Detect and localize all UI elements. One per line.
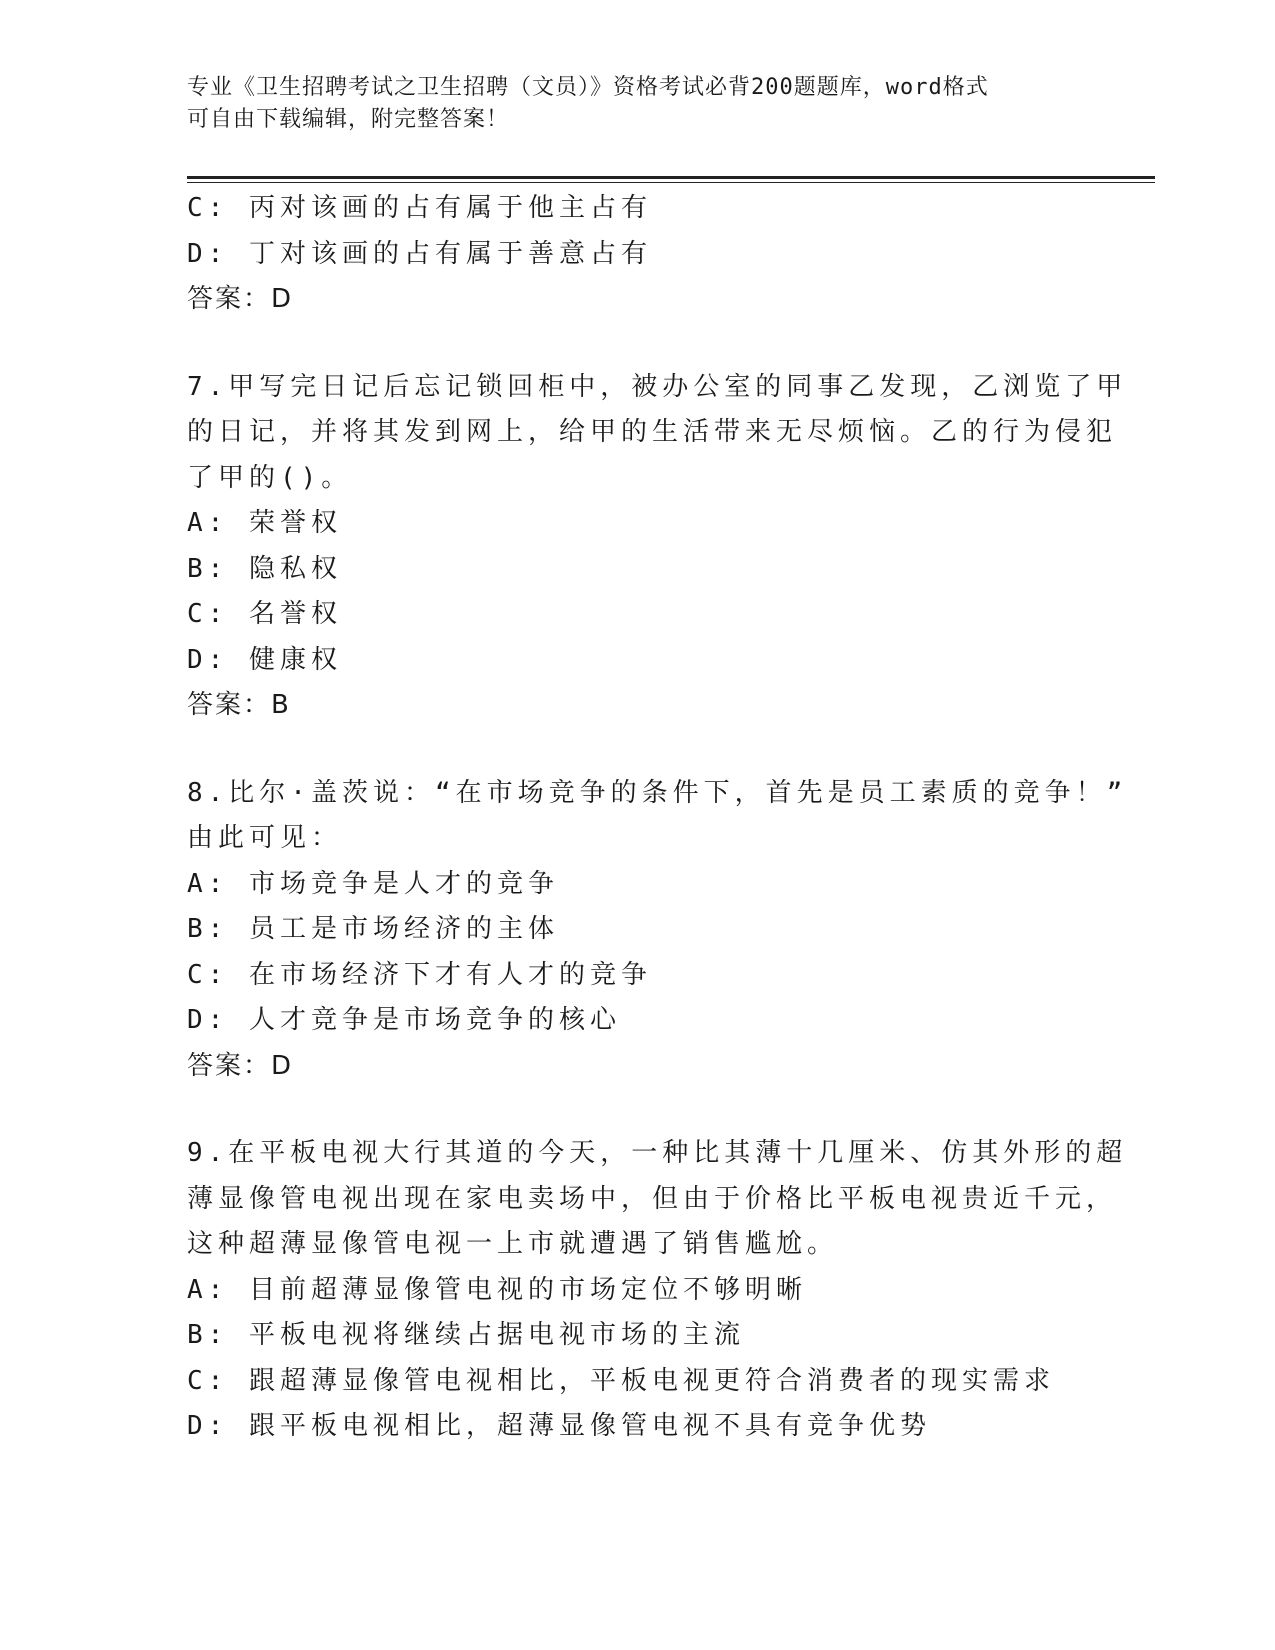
stem-line: 这种超薄显像管电视一上市就遭遇了销售尴尬。: [187, 1229, 839, 1259]
answer-line: 答案：B: [187, 690, 291, 720]
answer-line: 答案：D: [187, 284, 294, 314]
header-title-line-2: 可自由下载编辑，附完整答案！: [187, 107, 510, 132]
question-stem: [187, 365, 1128, 502]
question-9: [187, 1131, 1128, 1450]
question-6-continued: [187, 186, 1067, 323]
stem-line: 的日记，并将其发到网上，给甲的生活带来无尽烦恼。乙的行为侵犯: [187, 417, 1118, 447]
option-a: A: 市场竞争是人才的竞争: [187, 868, 559, 899]
option-c: C: 丙对该画的占有属于他主占有: [187, 193, 652, 223]
stem-line: 薄显像管电视出现在家电卖场中，但由于价格比平板电视贵近千元，: [187, 1183, 1118, 1214]
question-8: [187, 771, 1128, 1090]
option-a: A: 荣誉权: [187, 508, 342, 538]
option-a: A: 目前超薄显像管电视的市场定位不够明晰: [187, 1274, 807, 1305]
option-b: B: 平板电视将继续占据电视市场的主流: [187, 1320, 745, 1350]
stem-line: 8.比尔·盖茨说：“在市场竞争的条件下，首先是员工素质的竞争！”: [187, 777, 1128, 808]
stem-line: 由此可见：: [187, 823, 343, 853]
question-stem: [187, 1131, 1128, 1268]
header-divider-thin: [187, 182, 1155, 183]
answer-line: 答案：D: [187, 1050, 294, 1081]
question-7: [187, 365, 1128, 729]
question-stem: [187, 771, 1128, 862]
stem-line: 7.甲写完日记后忘记锁回柜中，被办公室的同事乙发现，乙浏览了甲: [187, 371, 1128, 402]
header-title-line-1: 专业《卫生招聘考试之卫生招聘（文员）》资格考试必背200题题库，word格式: [187, 75, 989, 100]
option-c: C: 在市场经济下才有人才的竞争: [187, 959, 652, 990]
document-header: [187, 72, 1067, 136]
stem-line: 9.在平板电视大行其道的今天，一种比其薄十几厘米、仿其外形的超: [187, 1138, 1128, 1168]
option-d: D: 跟平板电视相比，超薄显像管电视不具有竞争优势: [187, 1411, 931, 1441]
header-divider-thick: [187, 176, 1155, 179]
option-d: D: 丁对该画的占有属于善意占有: [187, 238, 652, 269]
option-d: D: 健康权: [187, 644, 342, 675]
option-c: C: 跟超薄显像管电视相比，平板电视更符合消费者的现实需求: [187, 1365, 1055, 1396]
option-b: B: 员工是市场经济的主体: [187, 914, 559, 944]
stem-line: 了甲的()。: [187, 462, 353, 493]
option-c: C: 名誉权: [187, 599, 342, 629]
option-d: D: 人才竞争是市场竞争的核心: [187, 1005, 621, 1035]
question-list: [187, 186, 1128, 1450]
option-b: B: 隐私权: [187, 553, 342, 584]
